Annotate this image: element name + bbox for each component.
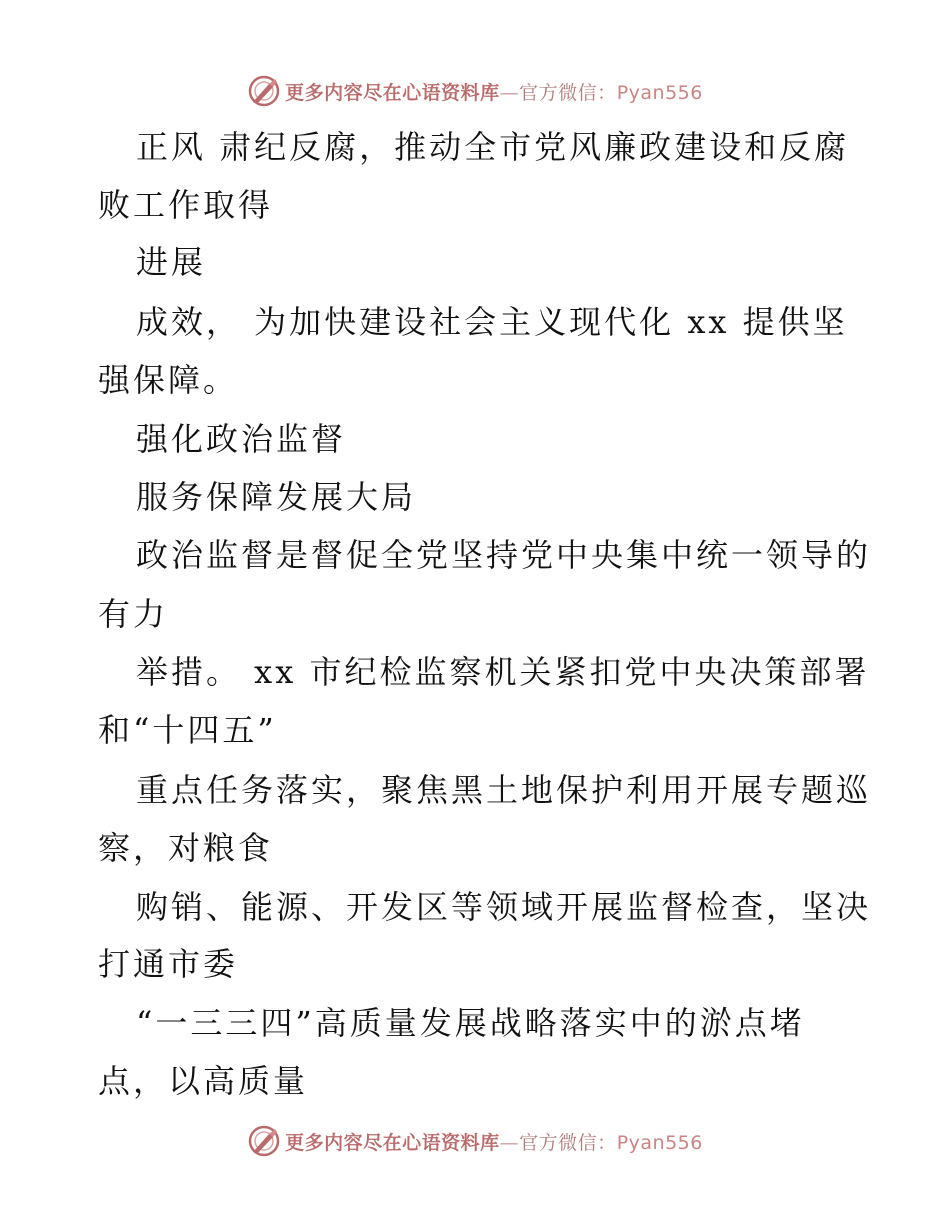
header-watermark <box>0 71 950 111</box>
watermark-main: 更多内容尽在心语资料库 <box>285 1131 500 1154</box>
watermark-dash: — <box>499 1131 520 1154</box>
watermark-main: 更多内容尽在心语资料库 <box>285 81 500 104</box>
text-line: 政治监督是督促全党坚持党中央集中统一领导的 <box>136 536 872 574</box>
text-line: 察，对粮食 <box>98 829 274 867</box>
text-line: “一三三四”高质量发展战略落实中的淤点堵 <box>136 1004 805 1042</box>
text-line: 举措。 xx 市纪检监察机关紧扣党中央决策部署 <box>136 653 870 691</box>
footer-watermark <box>0 1121 950 1161</box>
watermark-text <box>285 78 703 105</box>
text-line: 重点任务落实，聚焦黑土地保护利用开展专题巡 <box>136 771 872 809</box>
text-line: 购销、能源、开发区等领域开展监督检查，坚决 <box>136 888 872 926</box>
text-line: 有力 <box>98 595 169 633</box>
text-line: 进展 <box>136 243 207 281</box>
watermark-id: Pyan556 <box>616 1131 703 1154</box>
pen-logo-icon <box>247 1124 281 1158</box>
text-line: 点，以高质量 <box>98 1062 309 1100</box>
watermark-text <box>285 1128 703 1155</box>
watermark-dash: — <box>499 81 520 104</box>
text-line: 强保障。 <box>98 361 239 399</box>
text-line: 成效， 为加快建设社会主义现代化 xx 提供坚 <box>136 303 848 341</box>
watermark-sub: 官方微信： <box>519 1131 617 1154</box>
text-line: 服务保障发展大局 <box>136 478 417 516</box>
pen-logo-icon <box>247 74 281 108</box>
text-line: 败工作取得 <box>98 186 274 224</box>
watermark-sub: 官方微信： <box>519 81 617 104</box>
text-line: 打通市委 <box>98 945 239 983</box>
watermark-id: Pyan556 <box>616 81 703 104</box>
text-line: 和“十四五” <box>98 711 277 749</box>
text-line: 正风 肃纪反腐，推动全市党风廉政建设和反腐 <box>136 128 850 166</box>
text-line: 强化政治监督 <box>136 420 347 458</box>
